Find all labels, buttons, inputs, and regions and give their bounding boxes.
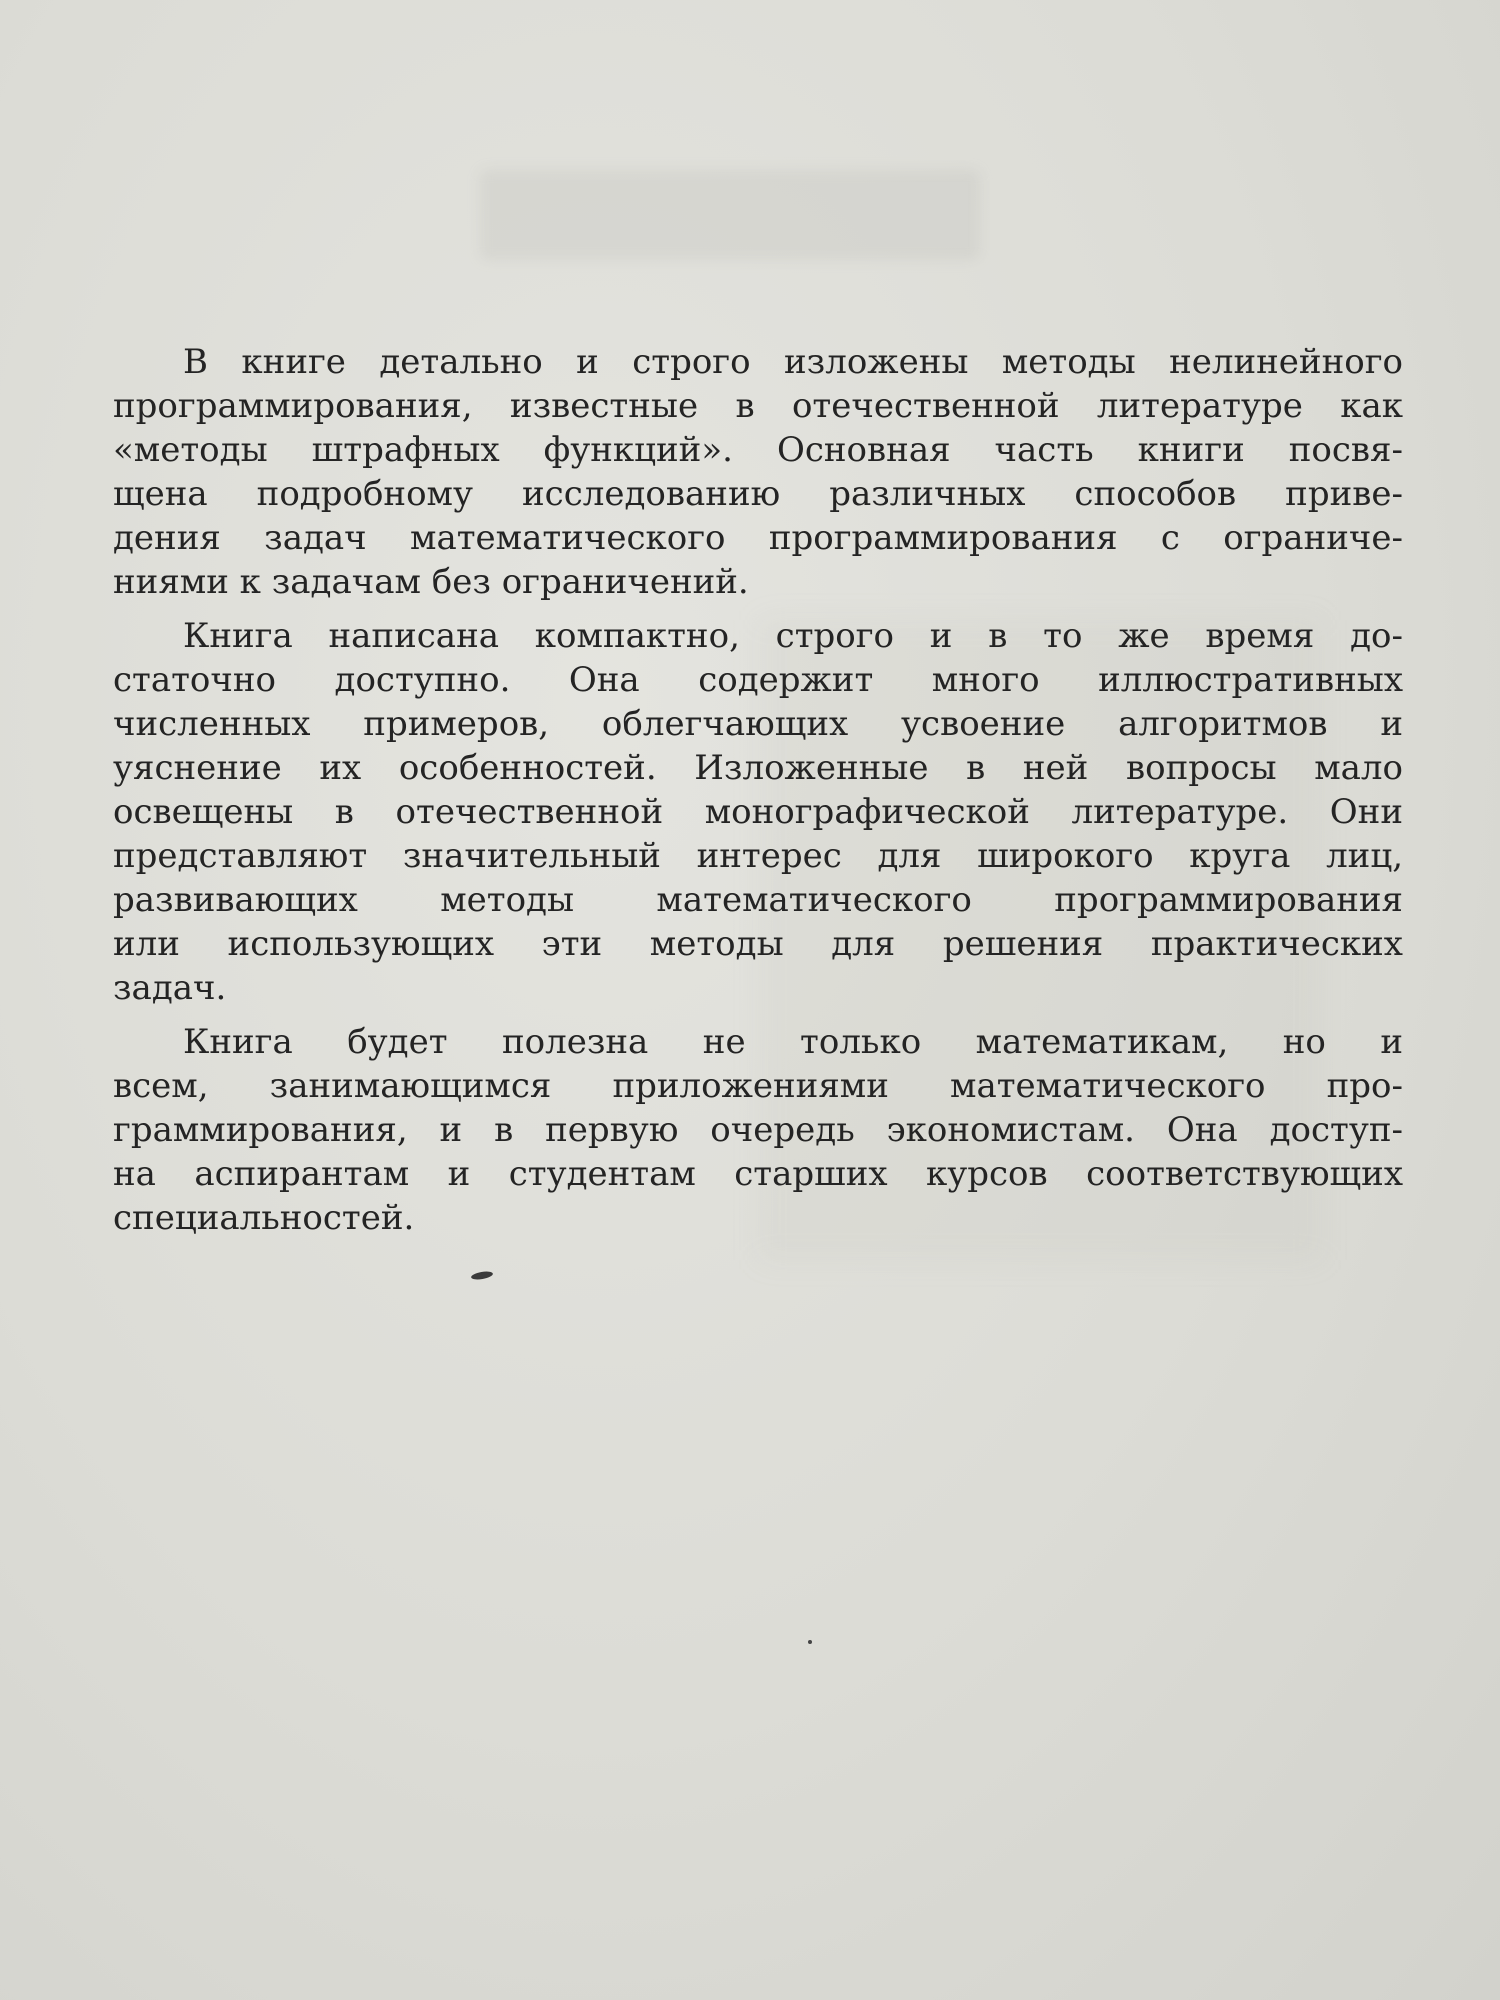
- text-line: Книга написана компактно, строго и в то же время до-: [183, 616, 1403, 656]
- text-line: В книге детально и строго изложены методы нелинейного: [183, 342, 1403, 382]
- ink-dot: [808, 1640, 812, 1644]
- paragraph-3: [113, 1020, 1403, 1240]
- paragraph-1: [113, 340, 1403, 604]
- text-line: специальностей.: [113, 1198, 415, 1238]
- text-line: ниями к задачам без ограничений.: [113, 562, 749, 602]
- annotation-text: [113, 340, 1403, 1250]
- text-line: представляют значительный интерес для широкого круга лиц,: [113, 836, 1403, 876]
- text-line: щена подробному исследованию различных способов приве-: [113, 474, 1403, 514]
- ink-speck: [471, 1270, 494, 1281]
- text-line: граммирования, и в первую очередь экономистам. Она доступ-: [113, 1110, 1403, 1150]
- text-line: или использующих эти методы для решения практических: [113, 924, 1403, 964]
- text-line: программирования, известные в отечественной литературе как: [113, 386, 1403, 426]
- text-line: «методы штрафных функций». Основная часть книги посвя-: [113, 430, 1403, 470]
- paragraph-2: [113, 614, 1403, 1010]
- text-line: всем, занимающимся приложениями математического про-: [113, 1066, 1403, 1106]
- text-line: развивающих методы математического программирования: [113, 880, 1403, 920]
- text-line: дения задач математического программирования с ограниче-: [113, 518, 1403, 558]
- show-through-ink: [480, 170, 980, 260]
- text-line: задач.: [113, 968, 227, 1008]
- text-line: на аспирантам и студентам старших курсов соответствующих: [113, 1154, 1403, 1194]
- text-line: Книга будет полезна не только математикам, но и: [183, 1022, 1403, 1062]
- text-line: статочно доступно. Она содержит много иллюстративных: [113, 660, 1403, 700]
- text-line: численных примеров, облегчающих усвоение алгоритмов и: [113, 704, 1403, 744]
- text-line: уяснение их особенностей. Изложенные в ней вопросы мало: [113, 748, 1403, 788]
- text-line: освещены в отечественной монографической литературе. Они: [113, 792, 1403, 832]
